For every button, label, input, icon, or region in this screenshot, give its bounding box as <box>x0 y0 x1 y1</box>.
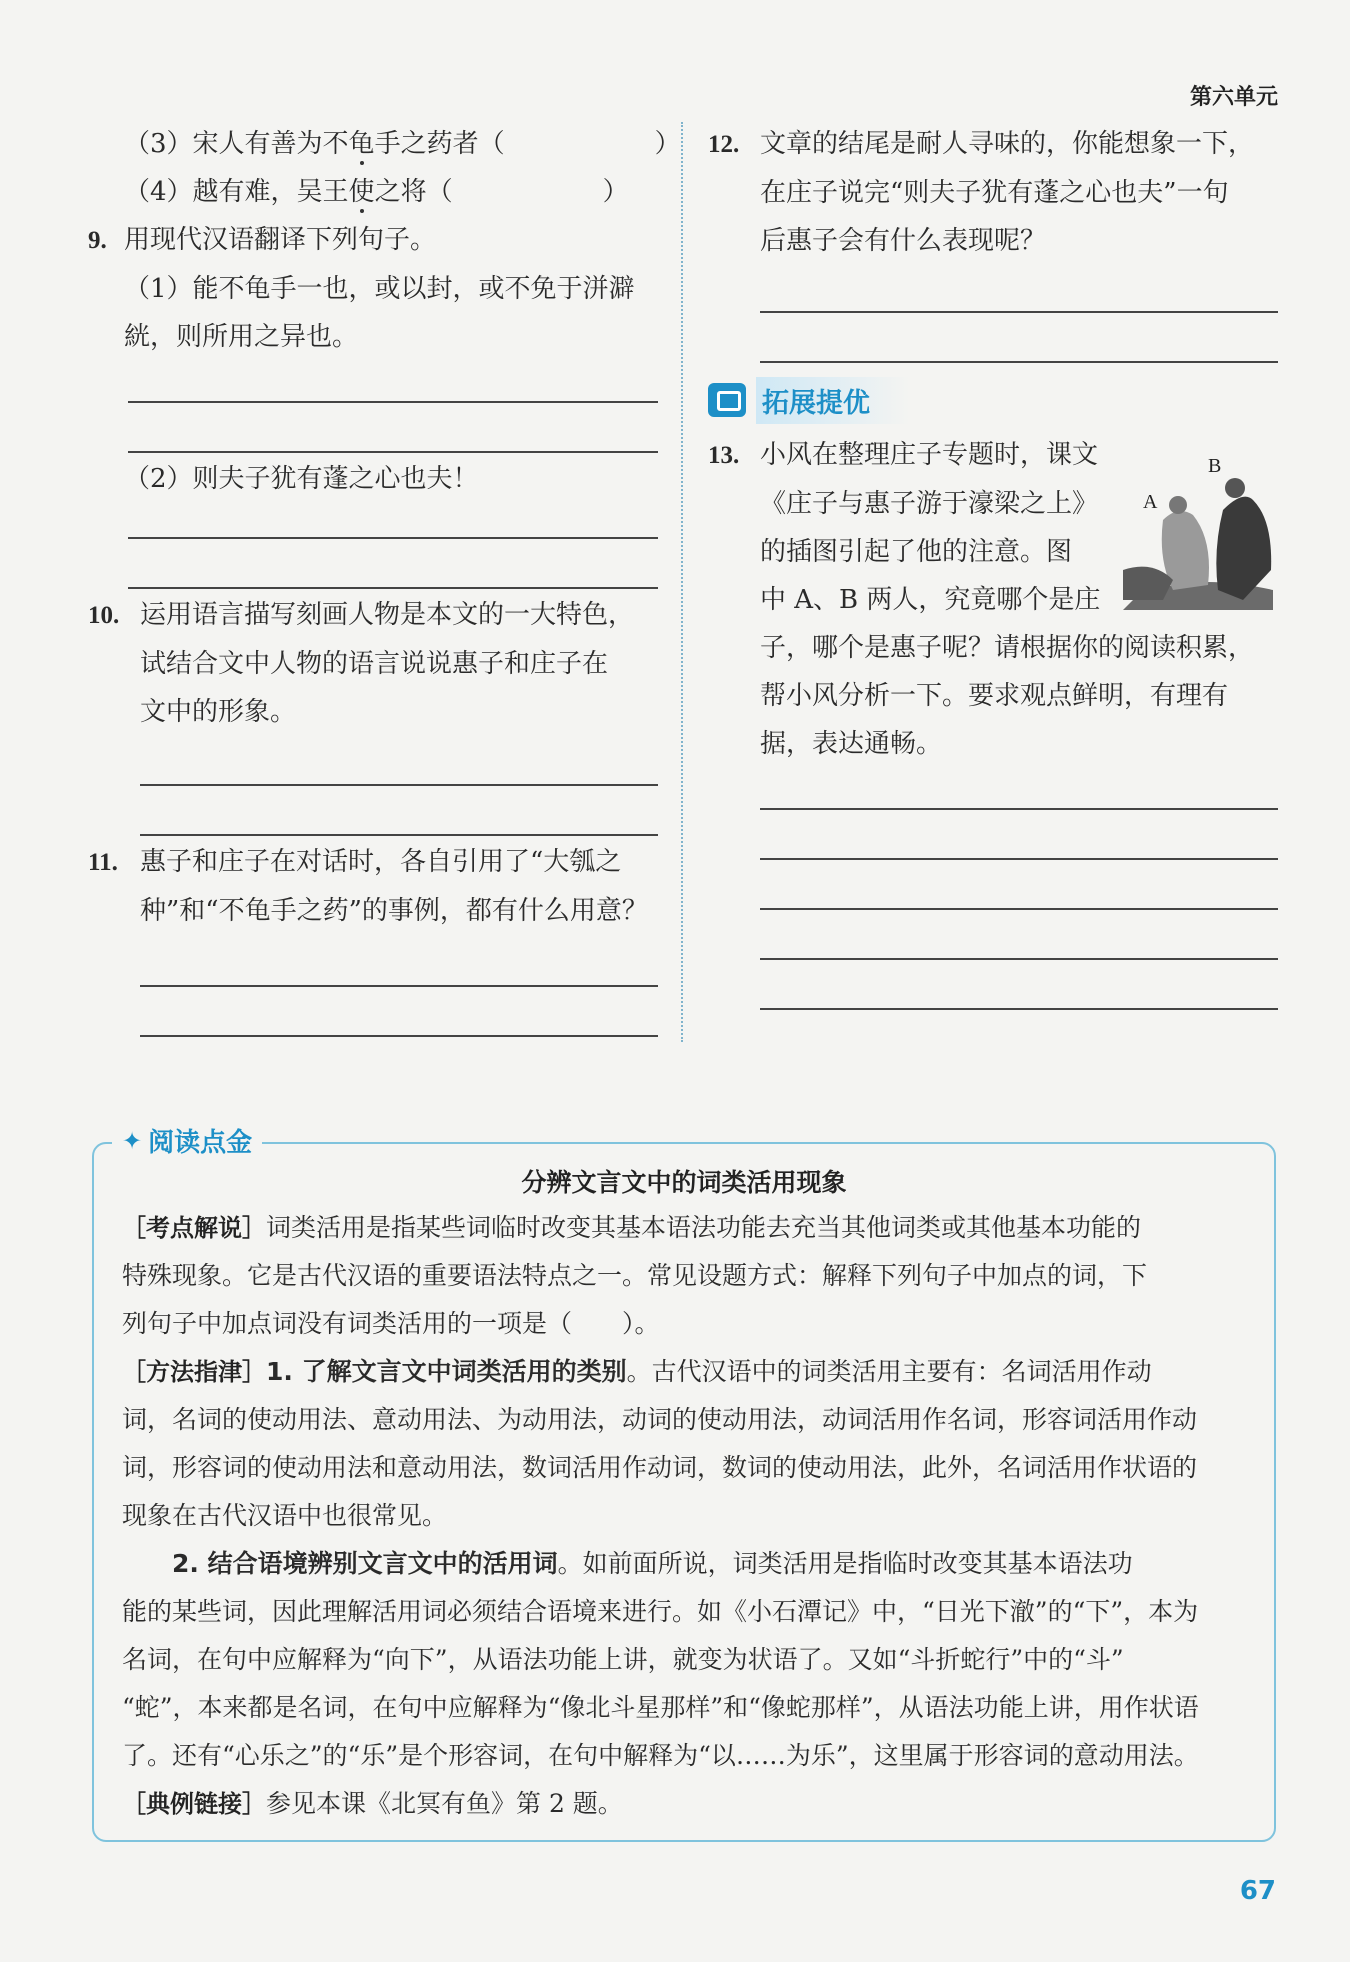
fangfa-line-5 <box>122 1540 1246 1588</box>
right-column <box>708 120 1278 1010</box>
q11-number: 11. <box>88 849 118 876</box>
q9-number: 9. <box>88 227 107 254</box>
kaodian-line-2: 特殊现象。它是古代汉语的重要语法特点之一。常见设题方式：解释下列句子中加点的词，下 <box>122 1261 1148 1290</box>
q9-s1-line1: （1）能不龟手一也，或以封，或不免于洴澼 <box>124 274 635 304</box>
q11-text-1: 惠子和庄子在对话时，各自引用了“大瓠之 <box>140 847 622 877</box>
q8-item-4-text-a: （4）越有难，吴王 <box>124 177 349 207</box>
kaodian-label: ［考点解说］ <box>122 1214 266 1242</box>
dianli-line <box>122 1780 1246 1828</box>
q8-item-3-text-a: （3）宋人有善为不 <box>124 129 349 159</box>
tip-tag-label: 阅读点金 <box>148 1128 253 1158</box>
q8-item-4-text-b: 之将（ <box>374 177 453 207</box>
fangfa-line-9: 了。还有“心乐之”的“乐”是个形容词，在句中解释为“以……为乐”，这里属于形容词的意动用法。 <box>122 1741 1199 1770</box>
q9-prompt <box>88 216 658 265</box>
q13-line2: 《庄子与惠子游于濠梁之上》 <box>760 489 1099 519</box>
q13-line5: 子，哪个是惠子呢？请根据你的阅读积累， <box>760 633 1255 663</box>
q12-text-1: 文章的结尾是耐人寻味的，你能想象一下， <box>760 129 1255 159</box>
kaodian-line-1 <box>122 1204 1246 1252</box>
q13-text-1: 小风在整理庄子专题时，课文 <box>760 440 1099 470</box>
fangfa-line-7: 名词，在句中应解释为“向下”，从语法功能上讲，就变为状语了。又如“斗折蛇行”中的“斗” <box>122 1645 1124 1674</box>
kaodian-text-1: 词类活用是指某些词临时改变其基本语法功能去充当其他词类或其他基本功能的 <box>266 1213 1142 1242</box>
dianli-text: 参见本课《北冥有鱼》第 2 题。 <box>266 1789 623 1818</box>
fangfa-line-1 <box>122 1348 1246 1396</box>
q9-prompt-text: 用现代汉语翻译下列句子。 <box>124 225 437 255</box>
unit-header: 第六单元 <box>1189 85 1278 110</box>
kaodian-line-3: 列句子中加点词没有词类活用的一项是（ ）。 <box>122 1309 660 1338</box>
fangfa-heading-1: 1. 了解文言文中词类活用的类别 <box>266 1357 627 1386</box>
q9-s1-line2: 絖，则所用之异也。 <box>124 322 359 352</box>
q13-line6: 帮小风分析一下。要求观点鲜明，有理有 <box>760 681 1229 711</box>
q11-line1 <box>88 838 658 887</box>
q10-line1 <box>88 591 658 640</box>
fangfa-heading-2: 2. 结合语境辨别文言文中的活用词 <box>172 1549 558 1578</box>
q13-line7: 据，表达通畅。 <box>760 729 943 759</box>
q11-answer-line-2[interactable] <box>140 1035 658 1037</box>
tip-content <box>122 1162 1246 1828</box>
q8-item-3 <box>88 120 681 168</box>
q13-answer-line-5[interactable] <box>760 1008 1278 1010</box>
q11-line2: 种”和“不龟手之药”的事例，都有什么用意？ <box>140 896 648 926</box>
fangfa-label: ［方法指津］ <box>122 1358 266 1386</box>
fangfa-line-8: “蛇”，本来都是名词，在句中应解释为“像北斗星那样”和“像蛇那样”，从语法功能上讲，用作状语 <box>122 1693 1199 1722</box>
section-tag-extension <box>708 375 1278 425</box>
fangfa-text-1a: 。古代汉语中的词类活用主要有：名词活用作动 <box>626 1357 1152 1386</box>
q8-item-4-dotted-char: 使 <box>348 177 375 207</box>
q10-number: 10. <box>88 602 120 629</box>
q12-number: 12. <box>708 131 740 158</box>
tip-title: 分辨文言文中的词类活用现象 <box>521 1168 847 1197</box>
q9-s2: （2）则夫子犹有蓬之心也夫！ <box>124 464 479 494</box>
q13-number: 13. <box>708 442 740 469</box>
page-number: 67 <box>1239 1876 1276 1906</box>
q10-line3: 文中的形象。 <box>140 697 297 727</box>
sparkle-icon: ✦ <box>122 1126 143 1155</box>
fangfa-line-3: 词，形容词的使动用法和意动用法，数词活用作动词，数词的使动用法，此外，名词活用作状语的 <box>122 1453 1198 1482</box>
fangfa-line-6: 能的某些词，因此理解活用词必须结合语境来进行。如《小石潭记》中，“日光下澈”的“下”，本为 <box>122 1597 1199 1626</box>
q8-item-4 <box>88 168 658 216</box>
fangfa-text-2a: 。如前面所说，词类活用是指临时改变其基本语法功 <box>557 1549 1133 1578</box>
q13-line3: 的插图引起了他的注意。图 <box>760 537 1073 567</box>
fangfa-line-4: 现象在古代汉语中也很常见。 <box>122 1501 448 1530</box>
q8-item-4-close: ） <box>602 177 629 207</box>
q10-line2: 试结合文中人物的语言说说惠子和庄子在 <box>140 649 609 679</box>
q12-line2: 在庄子说完“则夫子犹有蓬之心也夫”一句 <box>760 178 1229 208</box>
label-b: B <box>1208 455 1222 477</box>
section-title: 拓展提优 <box>756 377 910 424</box>
extension-icon <box>708 383 746 417</box>
left-column <box>88 120 681 1037</box>
reading-tip-box <box>92 1126 1276 1842</box>
q13-line4: 中 A、B 两人，究竟哪个是庄 <box>760 585 1101 615</box>
zhuangzi-huizi-illustration <box>1123 450 1278 610</box>
tip-tag <box>112 1122 262 1159</box>
q8-item-3-close: ） <box>654 129 681 159</box>
label-a: A <box>1143 491 1158 513</box>
q10-text-1: 运用语言描写刻画人物是本文的一大特色， <box>140 600 635 630</box>
fangfa-line-2: 词，名词的使动用法、意动用法、为动用法，动词的使动用法，动词活用作名词，形容词活用作动 <box>122 1405 1198 1434</box>
dianli-label: ［典例链接］ <box>122 1790 266 1818</box>
q12-line1 <box>708 120 1278 169</box>
column-divider <box>681 122 683 1042</box>
q12-line3: 后惠子会有什么表现呢？ <box>760 226 1047 256</box>
q8-item-3-dotted-char: 龟 <box>348 129 375 159</box>
q8-item-3-text-b: 手之药者（ <box>374 129 505 159</box>
